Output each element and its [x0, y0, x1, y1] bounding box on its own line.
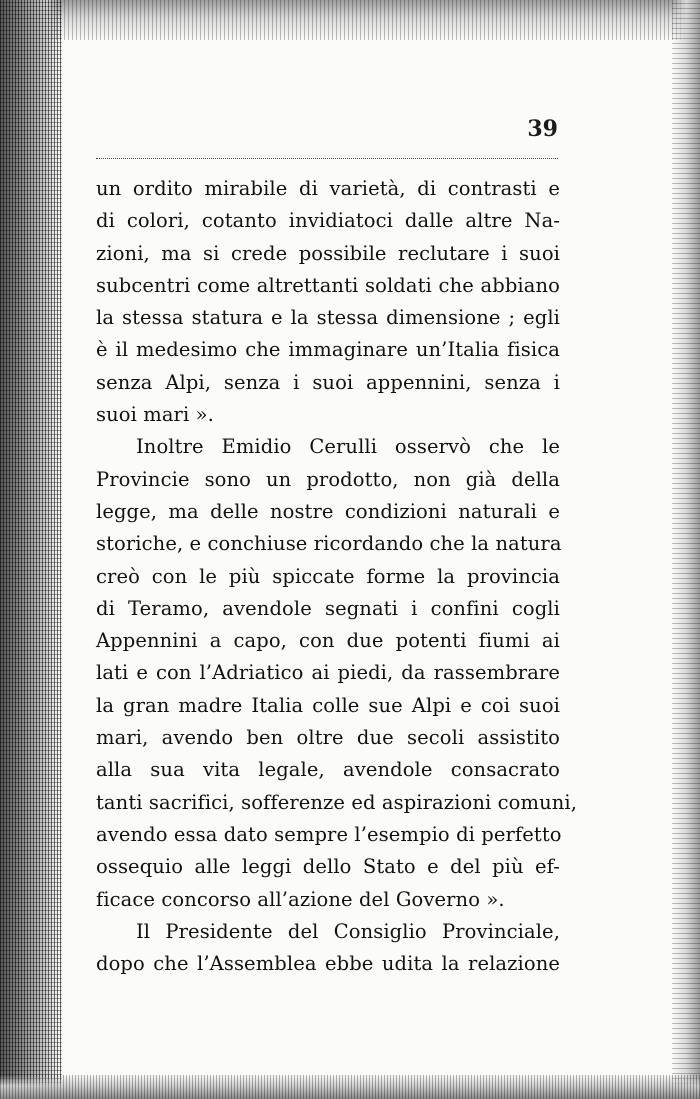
text-line: lati e con l’Adriatico ai piedi, da rassembrare [96, 661, 560, 685]
page-number: 39 [527, 116, 558, 142]
scan-edge-bottom [0, 1075, 700, 1099]
text-line: Appennini a capo, con due potenti fiumi ai [96, 629, 560, 653]
text-line: di colori, cotanto invidiatoci dalle altre Na- [96, 209, 560, 233]
text-line: subcentri come altrettanti soldati che abbiano [96, 273, 560, 297]
text-line: avendo essa dato sempre l’esempio di perfetto [96, 822, 562, 846]
text-line: storiche, e conchiuse ricordando che la natura [96, 532, 562, 556]
text-line: la stessa statura e la stessa dimensione ; egli [96, 306, 560, 330]
text-line-paragraph-start: Il Presidente del Consiglio Provinciale, [136, 919, 560, 943]
text-line: alla sua vita legale, avendole consacrato [96, 758, 560, 782]
text-line: zioni, ma si crede possibile reclutare i suoi [96, 241, 560, 265]
text-line: un ordito mirabile di varietà, di contrasti e [96, 177, 560, 200]
header-dotted-rule [96, 158, 558, 159]
text-line: creò con le più spiccate forme la provincia [96, 564, 560, 588]
text-line: è il medesimo che immaginare un’Italia fisica [96, 338, 560, 362]
text-line: mari, avendo ben oltre due secoli assistito [96, 726, 560, 750]
scan-edge-right [672, 0, 700, 1099]
scan-edge-top [0, 0, 700, 40]
scan-edge-left [0, 0, 62, 1099]
text-line: Provincie sono un prodotto, non già della [96, 467, 560, 491]
text-line: la gran madre Italia colle sue Alpi e coi suoi [96, 693, 560, 717]
text-line: ossequio alle leggi dello Stato e del più ef- [96, 855, 560, 879]
text-line: legge, ma delle nostre condizioni naturali e [96, 499, 560, 523]
text-line: senza Alpi, senza i suoi appennini, senza i [96, 370, 560, 394]
text-line: ficace concorso all’azione del Governo ». [96, 887, 505, 911]
text-line: di Teramo, avendole segnati i confini cogli [96, 596, 560, 620]
text-line: dopo che l’Assemblea ebbe udita la relazione [96, 952, 560, 976]
text-line-paragraph-start: Inoltre Emidio Cerulli osservò che le [136, 435, 560, 459]
body-text [96, 173, 578, 980]
text-line: suoi mari ». [96, 403, 214, 427]
text-line: tanti sacrifici, sofferenze ed aspirazioni comuni, [96, 790, 578, 814]
